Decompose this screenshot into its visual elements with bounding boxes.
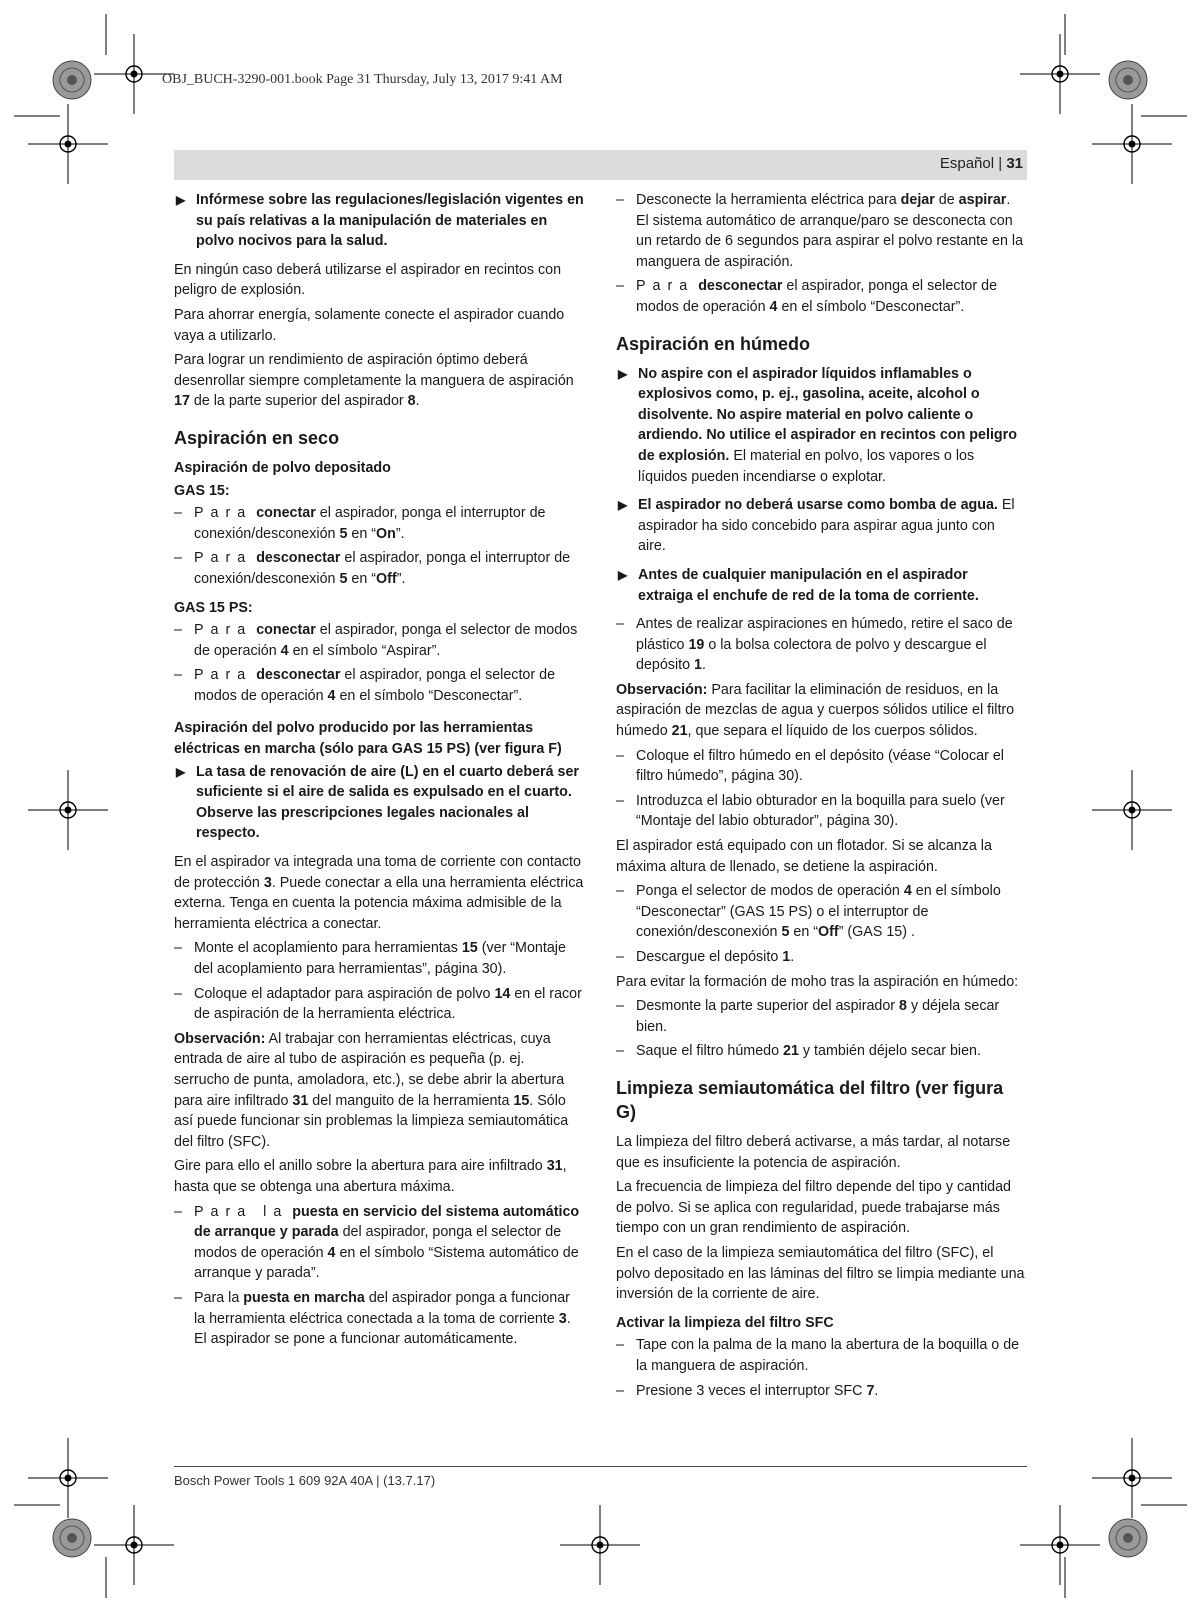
triangle-bullet-icon: ▶ bbox=[618, 567, 628, 582]
warning-item: ▶ No aspire con el aspirador líquidos inflamables o explosivos como, p. ej., gasolina, aceite, alcohol o disolvente. No aspire material en polvo caliente o ardiendo. No utilice el aspirador en recintos con peligro de explosión. El material en polvo, los vapores o los líquidos pueden incendiarse o explotar. bbox=[618, 365, 1017, 485]
header-separator: | bbox=[998, 155, 1003, 172]
warning-item: ▶ Antes de cualquier manipulación en el aspirador extraiga el enchufe de red de la toma de corriente. bbox=[618, 566, 979, 604]
paragraph: En el caso de la limpieza semiautomática del filtro (SFC), el polvo depositado en las láminas del filtro se limpia mediante una inversión de la corriente de aire. bbox=[616, 1244, 1025, 1303]
triangle-bullet-icon: ▶ bbox=[176, 193, 186, 207]
paragraph: Para lograr un rendimiento de aspiración óptimo deberá desenrollar siempre completamente la manguera de aspiración 17 de la parte superior del aspirador 8. bbox=[174, 352, 574, 410]
paragraph: La frecuencia de limpieza del filtro depende del tipo y cantidad de polvo. Si se aplica con regularidad, puede trabajarse más tiempo con un gran rendimiento de aspiración. bbox=[616, 1179, 1012, 1237]
list-item: – Descargue el depósito 1. bbox=[616, 949, 795, 965]
list-item: – Desconecte la herramienta eléctrica para dejar de aspirar. El sistema automático de arranque/paro se desconecta con un retardo de 6 segundos para aspirar el polvo restante en la manguera de aspiración. bbox=[616, 192, 1024, 270]
left-column bbox=[174, 190, 584, 1354]
list-item: – Para desconectar el aspirador, ponga el selector de modos de operación 4 en el símbolo “Desconectar”. bbox=[174, 667, 556, 704]
model-label: GAS 15: bbox=[174, 482, 230, 499]
section-heading: Limpieza semiautomática del filtro (ver figura G) bbox=[616, 1077, 1004, 1122]
list-item: – Desmonte la parte superior del aspirador 8 y déjela secar bien. bbox=[616, 998, 1000, 1035]
footer: Bosch Power Tools 1 609 92A 40A | (13.7.17) bbox=[174, 1473, 436, 1488]
paragraph: Gire para ello el anillo sobre la abertura para aire infiltrado 31, hasta que se obtenga una abertura máxima. bbox=[174, 1158, 567, 1195]
list-item: – Saque el filtro húmedo 21 y también déjelo secar bien. bbox=[616, 1043, 981, 1060]
paragraph: Para ahorrar energía, solamente conecte el aspirador cuando vaya a utilizarlo. bbox=[174, 306, 565, 344]
list-item: – Coloque el filtro húmedo en el depósito (véase “Colocar el filtro húmedo”, página 30). bbox=[616, 747, 1004, 785]
paragraph: En el aspirador va integrada una toma de corriente con contacto de protección 3. Puede conectar a ella una herramienta eléctrica externa. Tenga en cuenta la potencia máxima admisible de la herramienta eléctrica a conectar. bbox=[174, 854, 584, 932]
page-number: 31 bbox=[1006, 155, 1023, 172]
warning-item: ▶ El aspirador no deberá usarse como bomba de agua. El aspirador ha sido concebido para aspirar agua junto con aire. bbox=[618, 497, 1015, 555]
list-item: – Para desconectar el aspirador, ponga el interruptor de conexión/desconexión 5 en “Off”. bbox=[174, 550, 571, 587]
list-item: – Para la puesta en servicio del sistema automático de arranque y parada del aspirador, ponga el selector de modos de operación 4 en el símbolo “Sistema automático de arranque y parada”. bbox=[174, 1203, 580, 1282]
model-label: GAS 15 PS: bbox=[174, 599, 253, 616]
section-heading: Aspiración en seco bbox=[174, 427, 340, 448]
list-item: – Para desconectar el aspirador, ponga el selector de modos de operación 4 en el símbolo “Desconectar”. bbox=[616, 278, 998, 315]
subsection-heading: Aspiración del polvo producido por las herramientas eléctricas en marcha (sólo para GAS 15 PS) (ver figura F) bbox=[174, 720, 562, 758]
triangle-bullet-icon: ▶ bbox=[176, 764, 186, 779]
paragraph: La limpieza del filtro deberá activarse, a más tardar, al notarse que es insuficiente la potencia de aspiración. bbox=[616, 1133, 1011, 1171]
list-item: – Tape con la palma de la mano la abertura de la boquilla o de la manguera de aspiración. bbox=[616, 1337, 1020, 1374]
paragraph: Para evitar la formación de moho tras la aspiración en húmedo: bbox=[616, 973, 1019, 990]
list-item: – Antes de realizar aspiraciones en húmedo, retire el saco de plástico 19 o la bolsa colectora de polvo y descargue el depósito 1. bbox=[616, 616, 1013, 674]
triangle-bullet-icon: ▶ bbox=[618, 498, 628, 513]
print-slug: OBJ_BUCH-3290-001.book Page 31 Thursday, July 13, 2017 9:41 AM bbox=[162, 72, 563, 87]
list-item: – Ponga el selector de modos de operación 4 en el símbolo “Desconectar” (GAS 15 PS) o el interruptor de conexión/desconexión 5 en “Off” (GAS 15) . bbox=[616, 883, 1001, 941]
header-language: Español bbox=[939, 155, 995, 172]
list-item: – Para conectar el aspirador, ponga el interruptor de conexión/desconexión 5 en “On”. bbox=[174, 505, 546, 542]
subsection-heading: Aspiración de polvo depositado bbox=[174, 459, 391, 476]
note-paragraph: Observación: Para facilitar la eliminación de residuos, en la aspiración de mezclas de agua y cuerpos sólidos utilice el filtro húmedo 21, que separa el líquido de los cuerpos sólidos. bbox=[616, 681, 1015, 740]
list-item: – Para la puesta en marcha del aspirador ponga a funcionar la herramienta eléctrica conectada a la toma de corriente 3. El aspirador se pone a funcionar automáticamente. bbox=[174, 1289, 571, 1348]
right-column bbox=[616, 190, 1026, 1405]
list-item: – Presione 3 veces el interruptor SFC 7. bbox=[616, 1382, 879, 1399]
list-item: – Introduzca el labio obturador en la boquilla para suelo (ver “Montaje del labio obturador”, página 30). bbox=[616, 792, 1005, 830]
list-item: – Monte el acoplamiento para herramientas 15 (ver “Montaje del acoplamiento para herramientas”, página 30). bbox=[174, 940, 566, 977]
warning-item: ▶ Infórmese sobre las regulaciones/legislación vigentes en su país relativas a la manipulación de materiales en polvo nocivos para la salud. bbox=[176, 192, 584, 250]
list-item: – Coloque el adaptador para aspiración de polvo 14 en el racor de aspiración de la herramienta eléctrica. bbox=[174, 985, 582, 1023]
paragraph: El aspirador está equipado con un flotador. Si se alcanza la máxima altura de llenado, se detiene la aspiración. bbox=[616, 838, 992, 875]
warning-item: ▶ La tasa de renovación de aire (L) en el cuarto deberá ser suficiente si el aire de salida es expulsado en el cuarto. Observe las prescripciones legales nacionales al respecto. bbox=[176, 763, 579, 842]
triangle-bullet-icon: ▶ bbox=[618, 366, 628, 381]
running-header bbox=[940, 155, 1023, 172]
paragraph: En ningún caso deberá utilizarse el aspirador en recintos con peligro de explosión. bbox=[174, 261, 562, 299]
subsection-heading: Activar la limpieza del filtro SFC bbox=[616, 1314, 834, 1331]
list-item: – Para conectar el aspirador, ponga el selector de modos de operación 4 en el símbolo “Aspirar”. bbox=[174, 622, 578, 659]
footer-rule bbox=[174, 1466, 1027, 1467]
note-paragraph: Observación: Al trabajar con herramientas eléctricas, cuya entrada de aire al tubo de aspiración es pequeña (p. ej. serrucho de punta, amoladora, etc.), se debe abrir la abertura para aire infiltrado 31 del manguito de la herramienta 15. Sólo así puede funcionar sin problemas la limpieza semiautomática del filtro (SFC). bbox=[174, 1030, 569, 1150]
section-heading: Aspiración en húmedo bbox=[616, 333, 811, 354]
header-band bbox=[174, 150, 1027, 180]
